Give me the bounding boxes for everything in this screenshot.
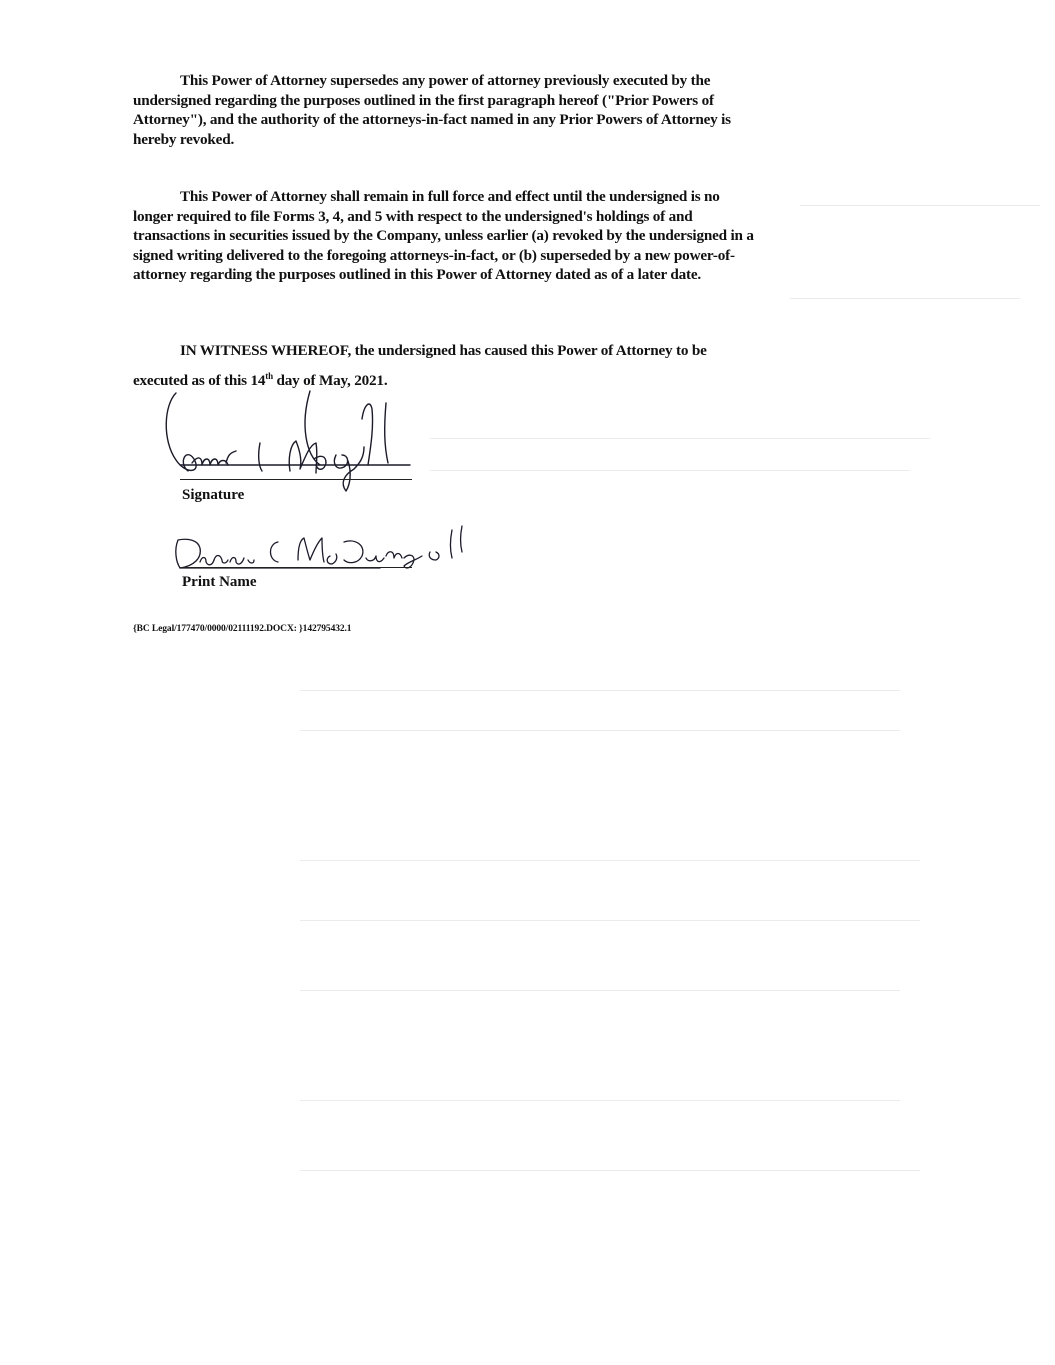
bleed-through-line [300, 1100, 900, 1101]
bleed-through-line [300, 690, 900, 691]
bleed-through-line [300, 730, 900, 731]
handwritten-print-name [160, 520, 470, 580]
witness-day-suffix: th [265, 370, 273, 381]
document-footer-reference: {BC Legal/177470/0000/02111192.DOCX: }142795432.1 [133, 624, 352, 634]
duration-paragraph: This Power of Attorney shall remain in full force and effect until the undersigned is no longer required to file Forms 3, 4, and 5 with respect to the undersigned's holdings of and transactions in securities issued by the Company, unless earlier (a) revoked by the undersigned in a signed writing delivered to the foregoing attorneys-in-fact, or (b) superseded by a new power-of-attorney regarding the purposes outlined in this Power of Attorney dated as of a later date. [133, 188, 754, 284]
bleed-through-line [430, 438, 930, 439]
witness-date-prefix: executed as of this 14 [133, 372, 266, 389]
print-name-line [180, 567, 412, 568]
bleed-through-line [300, 920, 920, 921]
bleed-through-line [300, 990, 900, 991]
witness-date-suffix: day of May, 2021. [272, 372, 388, 389]
bleed-through-line [800, 205, 1040, 206]
signature-label: Signature [182, 487, 245, 503]
signature-line [180, 479, 412, 480]
prior-powers-paragraph: This Power of Attorney supersedes any power of attorney previously executed by the undersigned regarding the purposes outlined in the first paragraph hereof ("Prior Powers of Attorney"), and the authority of the attorneys-in-fact named in any Prior Powers of Attorney is hereby revoked. [133, 72, 731, 148]
witness-clause-line1: IN WITNESS WHEREOF, the undersigned has caused this Power of Attorney to be [180, 342, 707, 359]
bleed-through-line [430, 470, 910, 471]
bleed-through-line [300, 1170, 920, 1171]
bleed-through-line [790, 298, 1020, 299]
bleed-through-line [300, 860, 920, 861]
print-name-label: Print Name [182, 574, 257, 590]
